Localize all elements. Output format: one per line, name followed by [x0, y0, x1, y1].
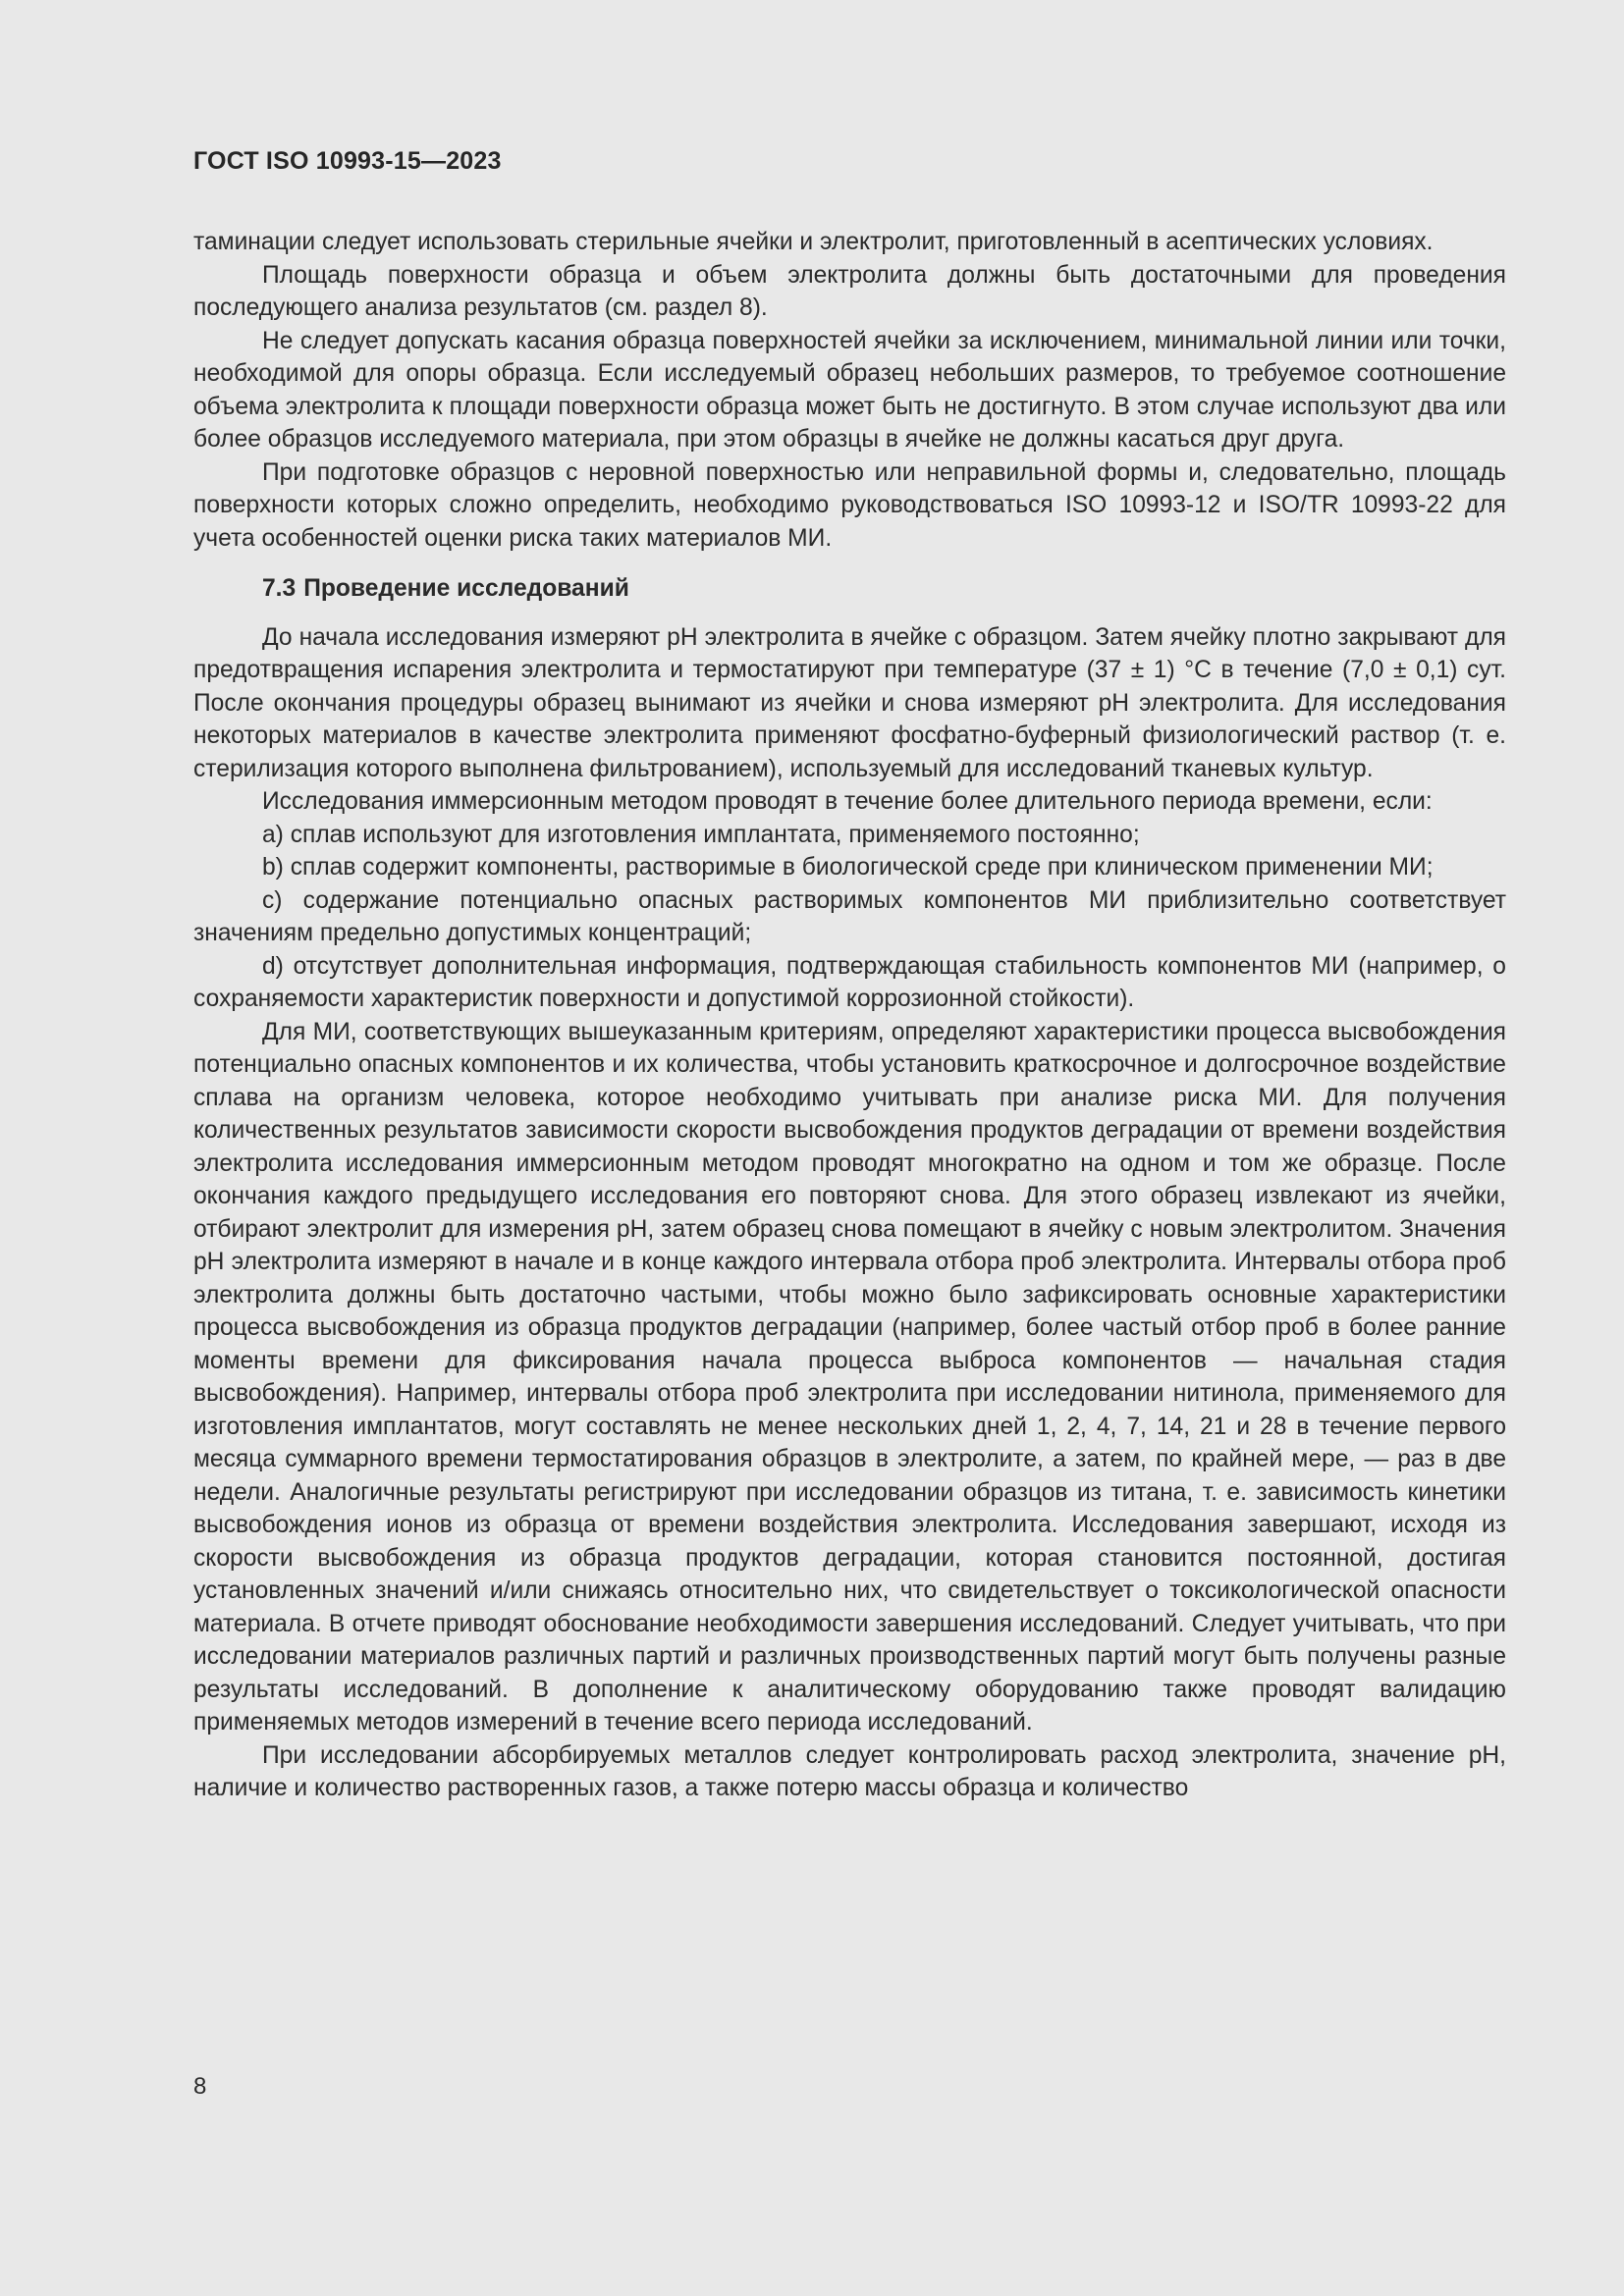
document-header: ГОСТ ISO 10993-15—2023: [193, 147, 502, 175]
paragraph-contamination: таминации следует использовать стерильные ячейки и электролит, приготовленный в асептических условиях.: [193, 229, 1434, 255]
paragraph-surface-area: Площадь поверхности образца и объем электролита должны быть достаточными для проведения последующего анализа результатов (см. раздел 8).: [193, 261, 1506, 321]
list-item-b: b) сплав содержит компоненты, растворимые в биологической среде при клиническом применении МИ;: [262, 854, 1434, 881]
list-item-d: d) отсутствует дополнительная информация, подтверждающая стабильность компонентов МИ (например, о сохраняемости характеристик поверхности и допустимой коррозионной стойкости).: [193, 952, 1506, 1012]
paragraph-irregular-samples: При подготовке образцов с неровной поверхностью или неправильной формы и, следовательно, площадь поверхности которых сложно определить, необходимо руководствоваться ISO 10993-12 и ISO/TR 10993-22 для учета особенностей оценки риска таких материалов МИ.: [193, 458, 1506, 552]
section-heading: [193, 572, 1506, 606]
list-item-a: a) сплав используют для изготовления имплантата, применяемого постоянно;: [262, 821, 1140, 848]
paragraph-release-characteristics: Для МИ, соответствующих вышеуказанным критериям, определяют характеристики процесса высвобождения потенциально опасных компонентов и их количества, чтобы установить краткосрочное и долгосрочное воздействие сплава на организм человека, которое необходимо учитывать при анализе риска МИ. Для получения количественных результатов зависимости скорости высвобождения продуктов деградации от времени воздействия электролита исследования иммерсионным методом проводят многократно на одном и том же образце. После окончания каждого предыдущего исследования его повторяют снова. Для этого образец извлекают из ячейки, отбирают электролит для измерения рН, затем образец снова помещают в ячейку с новым электролитом. Значения рН электролита измеряют в начале и в конце каждого интервала отбора проб электролита. Интервалы отбора проб электролита должны быть достаточно частыми, чтобы можно было зафиксировать основные характеристики процесса высвобождения из образца продуктов деградации (например, более частый отбор проб в более ранние моменты времени для фиксирования начала процесса выброса компонентов — начальная стадия высвобождения). Например, интервалы отбора проб электролита при исследовании нитинола, применяемого для изготовления имплантатов, могут составлять не менее нескольких дней 1, 2, 4, 7, 14, 21 и 28 в течение первого месяца суммарного времени термостатирования образцов в электролите, а затем, по крайней мере, — раз в две недели. Аналогичные результаты регистрируют при исследовании образцов из титана, т. е. зависимость кинетики высвобождения ионов из образца от времени воздействия электролита. Исследования завершают, исходя из скорости высвобождения из образца продуктов деградации, которая становится постоянной, достигая установленных значений и/или снижаясь относительно них, что свидетельствует о токсикологической опасности материала. В отчете приводят обоснование необходимости завершения исследований. Следует учитывать, что при исследовании материалов различных партий и различных производственных партий могут быть получены разные результаты исследований. В дополнение к аналитическому оборудованию также проводят валидацию применяемых методов измерений в течение всего периода исследований.: [193, 1018, 1506, 1735]
document-body: [193, 226, 1506, 1805]
paragraph-contact: Не следует допускать касания образца поверхностей ячейки за исключением, минимальной линии или точки, необходимой для опоры образца. Если исследуемый образец небольших размеров, то требуемое соотношение объема электролита к площади поверхности образца может быть не достигнуто. В этом случае используют два или более образцов исследуемого материала, при этом образцы в ячейке не должны касаться друг друга.: [193, 327, 1506, 453]
section-number: 7.3: [262, 575, 297, 602]
paragraph-absorbable-metals: При исследовании абсорбируемых металлов следует контролировать расход электролита, значение рН, наличие и количество растворенных газов, а также потерю массы образца и количество: [193, 1741, 1506, 1801]
paragraph-procedure: До начала исследования измеряют рН электролита в ячейке с образцом. Затем ячейку плотно закрывают для предотвращения испарения электролита и термостатируют при температуре (37 ± 1) °С в течение (7,0 ± 0,1) сут. После окончания процедуры образец вынимают из ячейки и снова измеряют рН электролита. Для исследования некоторых материалов в качестве электролита применяют фосфатно-буферный физиологический раствор (т. е. стерилизация которого выполнена фильтрованием), используемый для исследований тканевых культур.: [193, 623, 1506, 782]
list-item-c: c) содержание потенциально опасных растворимых компонентов МИ приблизительно соответствует значениям предельно допустимых концентраций;: [193, 886, 1506, 946]
page-number: 8: [193, 2073, 207, 2100]
paragraph-long-term-conditions: Исследования иммерсионным методом проводят в течение более длительного периода времени, если:: [262, 788, 1433, 815]
section-title: Проведение исследований: [303, 575, 629, 602]
